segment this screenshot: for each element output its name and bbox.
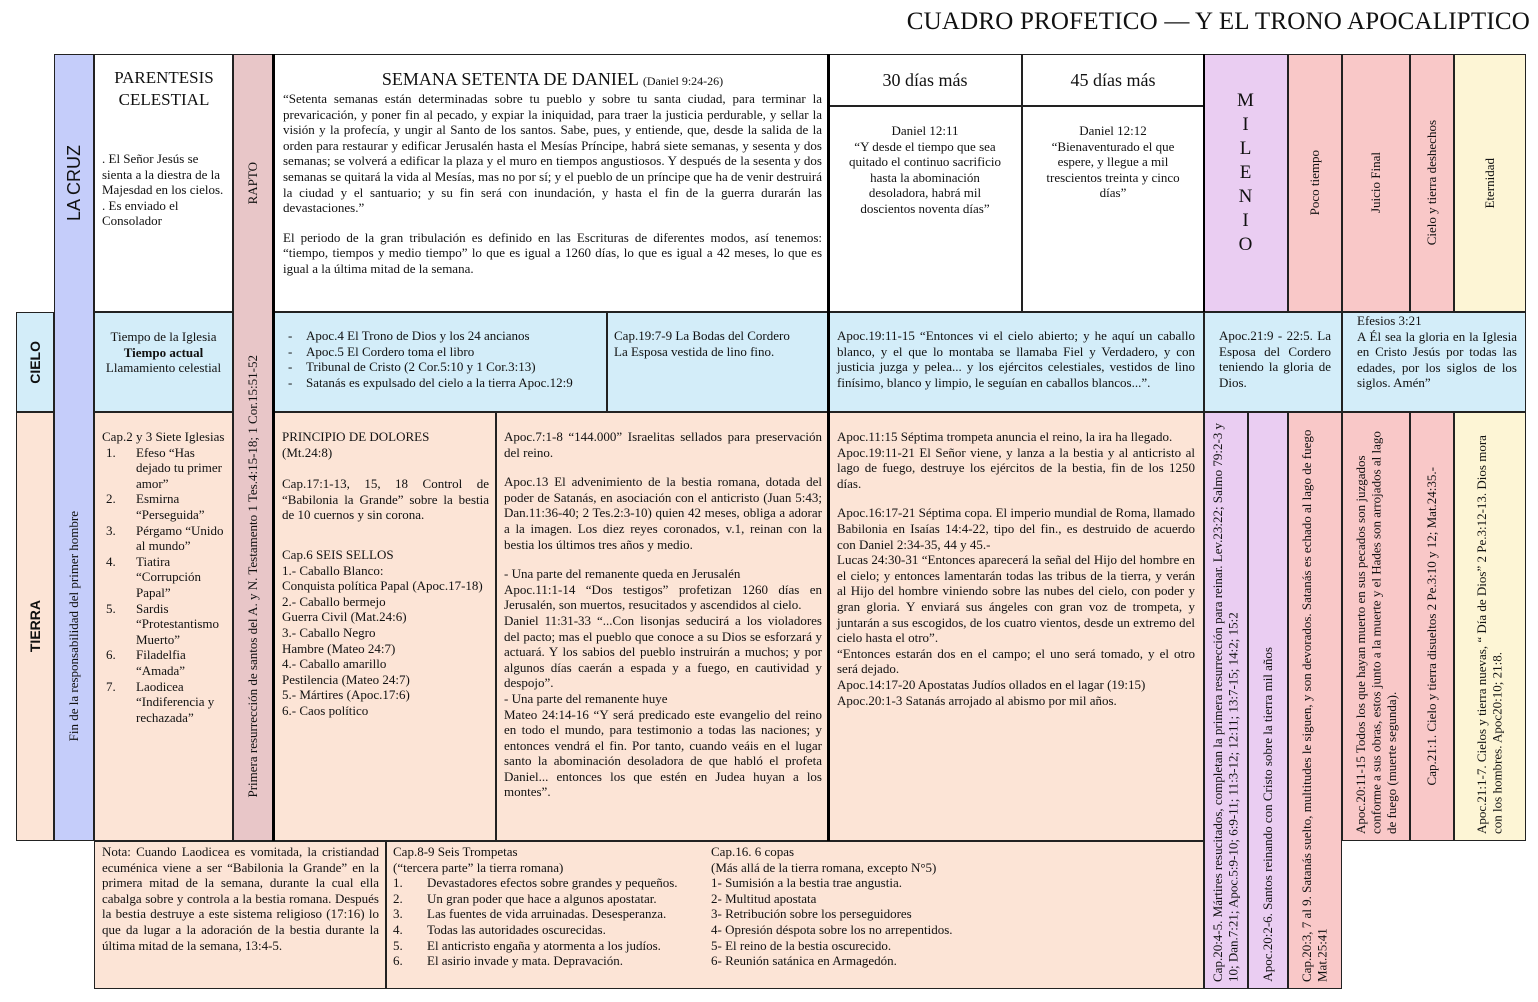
dias30-cell xyxy=(828,106,1022,312)
list-item: - Tribunal de Cristo (2 Cor.5:10 y 1 Cor.3:13) xyxy=(306,359,600,375)
item-text: Las fuentes de vida arruinadas. Desesperanza. xyxy=(427,906,667,922)
eternidad-text: Eternidad xyxy=(1482,157,1498,209)
copas-item: 2- Multitud apostata xyxy=(711,890,817,906)
tierra-label-text: TIERRA xyxy=(27,600,43,653)
divider-thick xyxy=(272,54,275,841)
milenio-cell xyxy=(1204,54,1288,312)
cielo-tierra-disueltos-cell xyxy=(1410,412,1454,841)
milenio-letter: L xyxy=(1239,138,1253,159)
item-number: 3. xyxy=(393,906,403,922)
nota-cell xyxy=(94,841,386,989)
trompetas-list xyxy=(393,875,703,969)
item-number: 6. xyxy=(393,953,403,969)
parentesis-title: PARENTESIS CELESTIAL xyxy=(114,68,214,109)
milenio-letter: O xyxy=(1238,234,1254,255)
sellos-line: Conquista política Papal (Apoc.17-18) xyxy=(282,578,483,594)
semana-quote: “Setenta semanas están determinadas sobre tu pueblo y sobre tu santa ciudad, para terminar la prevaricación, y poner fin al pecado, y expiar la iniquidad, para traer la justicia perdurable, y sellar la visión y la profecía, y ungir al Santo de los santos. Sabe, pues, y entiende, que, desde la salida de la orden para restaurar y edificar Jerusalén hasta el Mesías Príncipe, habrá siete semanas, y sesenta y dos semanas; se volverá a edificar la plaza y el muro en tiempos angustiosos. Y después de la sesenta y dos semanas se quitará la vida al Mesías, mas no por sí; y el pueblo de un príncipe que ha de venir destruirá la ciudad y el santuario; y su fin será con inundación, y hasta el fin de la guerra durarán las devastaciones.” xyxy=(283,91,822,216)
item-text: El asirio invade y mata. Depravación. xyxy=(427,953,624,969)
dolores-cap17: Cap.17:1-13, 15, 18 Control de “Babilonia la Grande” sobre la bestia de 10 cuernos y sin corona. xyxy=(282,476,489,523)
copas-sub: (Más allá de la tierra romana, excepto N°5) xyxy=(711,859,937,875)
copas-item: 6- Reunión satánica en Armagedón. xyxy=(711,953,897,969)
juicio-final-cell xyxy=(1342,54,1410,312)
dias45-title: 45 días más xyxy=(1070,69,1156,90)
martires-text: Cap.20:4-5. Mártires resucitados, completan la primera resurrección para reinar. Lev.23:22; Salmo 79:2-3 y 10; Dan.7:21; Apoc.5:9-10; 6:9-11; 11:3-12; 12:11; 13:7-15; 14:2; 15:2 xyxy=(1210,422,1241,982)
sellos-line: 6.- Caos político xyxy=(282,702,369,718)
apoc7-p5: Daniel 11:31-33 “...Con lisonjas seducirá a los violadores del pacto; mas el pueblo que conoce a su Dios se esforzará y actuará. Y los sabios del pueblo instruirán a muchos; y por algunos días caerán a espada y a fuego, en cautividad y despojo”. xyxy=(504,612,822,691)
list-item xyxy=(106,491,226,522)
apoc7-p1: Apoc.7:1-8 “144.000” Israelitas sellados para preservación del reino. xyxy=(504,429,822,460)
santos-text: Apoc.20:2-6. Santos reinando con Cristo sobre la tierra mil años xyxy=(1260,647,1276,982)
apoc7-p7: Mateo 24:14-16 “Y será predicado este evangelio del reino en todo el mundo, para testimonio a todas las naciones; y entonces vendrá el fin. Por tanto, cuando veáis en el lugar santo la abominación desoladora de que habló el profeta Daniel... entonces los que estén en Judea huyan a los montes”. xyxy=(504,706,822,800)
list-item xyxy=(106,523,226,554)
apoc11-p6: Apoc.14:17-20 Apostatas Judíos ollados en el lagar (19:15) xyxy=(837,676,1146,692)
iglesias-cell xyxy=(94,412,233,841)
eternidad-text-cell xyxy=(1454,412,1526,841)
juicio-text: Apoc.20:11-15 Todos los que hayan muerto en sus pecados son juzgados conforme a sus obras, estos junto a la muerte y el Hades son arrojados al lago de fuego (muerte segunda). xyxy=(1352,431,1399,834)
item-text: El anticristo engaña y atormenta a los judíos. xyxy=(427,937,661,953)
dias30-header xyxy=(828,54,1022,106)
eternidad-cell xyxy=(1454,54,1526,312)
apoc7-cell xyxy=(496,412,828,841)
list-item xyxy=(393,875,703,891)
apoc11-p7: Apoc.20:1-3 Satanás arrojado al abismo por mil años. xyxy=(837,692,1117,708)
divider-thick xyxy=(1203,54,1205,312)
cielo-tierra-cell xyxy=(1410,54,1454,312)
item-text: Filadelfia “Amada” xyxy=(136,647,186,678)
page-title: CUADRO PROFETICO — Y EL TRONO APOCALIPTICO xyxy=(906,8,1530,35)
apoc11-p3: Apoc.16:17-21 Séptima copa. El imperio mundial de Roma, llamado Babilonia en Isaías 14:4-22, tipo del fin., es destruido de acuerdo con Daniel 2:34-35, 44 y 45.- xyxy=(837,505,1195,552)
item-text: Laodicea “Indiferencia y rechazada” xyxy=(136,678,215,725)
item-number: 6. xyxy=(106,647,116,663)
dias30-ref: Daniel 12:11 xyxy=(891,123,959,138)
apoc7-p3: - Una parte del remanente queda en Jerusalén xyxy=(504,566,741,582)
poco-tiempo-cell xyxy=(1288,54,1342,312)
iglesia-line2: Tiempo actual xyxy=(123,344,204,360)
efesios-ref: Efesios 3:21 xyxy=(1357,313,1422,328)
iglesia-cell xyxy=(94,312,233,412)
list-item: - Apoc.5 El Cordero toma el libro xyxy=(306,344,600,360)
iglesias-list xyxy=(102,445,226,726)
parentesis-text2: . Es enviado el Consolador xyxy=(102,197,179,229)
item-number: 3. xyxy=(106,522,116,538)
list-item xyxy=(393,953,703,969)
list-item xyxy=(106,647,226,678)
la-cruz-label xyxy=(54,54,94,312)
trompetas-head: Cap.8-9 Seis Trompetas xyxy=(393,844,518,859)
efesios-cell xyxy=(1342,312,1526,412)
divider-thick xyxy=(827,54,830,841)
item-text: Devastadores efectos sobre grandes y pequeños. xyxy=(427,875,678,891)
la-cruz-text: LA CRUZ xyxy=(63,144,84,222)
milenio-letter: E xyxy=(1239,162,1253,183)
iglesia-line1: Tiempo de la Iglesia xyxy=(110,329,217,344)
sellos-line: 5.- Mártires (Apoc.17:6) xyxy=(282,687,410,703)
semana-header xyxy=(283,69,822,91)
apoc11-p4: Lucas 24:30-31 “Entonces aparecerá la señal del Hijo del hombre en el cielo; y entonces lamentarán todas las tribus de la tierra, y verán al Hijo del hombre viniendo sobre las nubes del cielo, con poder y gran gloria. Y enviará sus ángeles con gran voz de trompeta, y juntarán a sus escogidos, de los cuatro vientos, desde un extremo del cielo hasta el otro”. xyxy=(837,552,1195,646)
bodas-line2: La Esposa vestida de lino fino. xyxy=(614,343,775,359)
trompetas-sub: (“tercera parte” la tierra romana) xyxy=(393,859,564,875)
copas-item: 5- El reino de la bestia oscurecido. xyxy=(711,937,892,953)
sellos-line: 3.- Caballo Negro xyxy=(282,624,376,640)
list-item xyxy=(393,891,703,907)
primer-hombre-label xyxy=(54,412,94,841)
apoc4-cell xyxy=(273,312,607,412)
list-item xyxy=(106,445,226,492)
satanas-text: Cap.20:3, 7 al 9. Satanás suelto, multitudes le siguen, y son devorados. Satanás es echado al lago de fuego Mat.25:41 xyxy=(1299,429,1330,982)
item-text: Sardis “Protestantismo Muerto” xyxy=(136,600,220,647)
item-text: Tiatira “Corrupción Papal” xyxy=(136,553,201,600)
iglesias-head: Cap.2 y 3 Siete Iglesias xyxy=(102,429,225,444)
dias30-title: 30 días más xyxy=(882,69,968,90)
item-number: 1. xyxy=(393,875,403,891)
semana-period: El periodo de la gran tribulación es definido en las Escrituras de diferentes modos, así tenemos: “tiempo, tiempos y medio tiempo” lo que es igual a 1260 días, lo que es igual a 42 meses, lo que es igual a la última mitad de la semana. xyxy=(283,229,822,276)
rapto-text: RAPTO xyxy=(245,161,261,205)
list-item xyxy=(106,554,226,601)
list-item xyxy=(393,922,703,938)
dias45-cell xyxy=(1022,106,1204,312)
cielo-tierra-text: Cielo y tierra deshechos xyxy=(1424,120,1440,246)
apoc11-cell xyxy=(828,412,1204,841)
list-item: - Apoc.4 El Trono de Dios y los 24 ancianos xyxy=(306,328,600,344)
dolores-ref: (Mt.24:8) xyxy=(282,444,333,460)
copas-block xyxy=(711,844,1011,969)
item-number: 2. xyxy=(393,890,403,906)
milenio-letter: M xyxy=(1237,90,1255,111)
juicio-final-text: Juicio Final xyxy=(1368,152,1384,214)
item-number: 5. xyxy=(106,600,116,616)
bodas-cell xyxy=(607,312,828,412)
item-number: 7. xyxy=(106,678,116,694)
milenio-letters xyxy=(1205,89,1287,257)
item-text: Pérgamo “Unido al mundo” xyxy=(136,522,224,554)
parentesis-text1: . El Señor Jesús se sienta a la diestra de la Majesdad en los cielos. xyxy=(102,151,224,198)
semana-ref: (Daniel 9:24-26) xyxy=(642,74,724,88)
apoc19-text: Apoc.19:11-15 “Entonces vi el cielo abierto; y he aquí un caballo blanco, y el que lo montaba se llamaba Fiel y Verdadero, y con justicia juzga y pelea... y los ejércitos celestiales, vestidos de lino finísimo, blanco y limpio, le seguían en caballos blancos...”. xyxy=(837,328,1195,390)
trompetas-block xyxy=(393,844,703,969)
dolores-head: PRINCIPIO DE DOLORES xyxy=(282,429,430,444)
list-item xyxy=(393,906,703,922)
copas-item: 3- Retribución sobre los perseguidores xyxy=(711,906,912,922)
dolores-cell xyxy=(273,412,496,841)
item-number: 4. xyxy=(106,553,116,569)
item-text: Todas las autoridades oscurecidas. xyxy=(427,921,606,937)
primera-resurreccion-label xyxy=(233,312,273,841)
apoc11-p1: Apoc.11:15 Séptima trompeta anuncia el reino, la ira ha llegado. xyxy=(837,429,1173,444)
sellos-line: 4.- Caballo amarillo xyxy=(282,656,387,672)
copas-item: 1- Sumisión a la bestia trae angustia. xyxy=(711,875,902,891)
sellos-line: 1.- Caballo Blanco: xyxy=(282,562,384,578)
milenio-letter: N xyxy=(1238,186,1254,207)
item-number: 1. xyxy=(106,444,116,460)
cielo-tierra-disueltos-text: Cap.21:1. Cielo y tierra disueltos 2 Pe.3:10 y 12; Mat.24:35.- xyxy=(1424,467,1440,786)
apoc7-p4: Apoc.11:1-14 “Dos testigos” profetizan 1260 días en Jerusalén, son muertos, resucitados y ascendidos al cielo. xyxy=(504,581,822,613)
primera-resurreccion-text: Primera resurrección de santos del A. y N. Testamento 1 Tes.4:15-18; 1 Cor.15:51-52 xyxy=(245,355,261,798)
sellos-line: Hambre (Mateo 24:7) xyxy=(282,640,396,656)
apoc21-cell xyxy=(1204,312,1342,412)
efesios-text: A Él sea la gloria en la Iglesia en Cristo Jesús por todas las edades, por los siglos de los siglos. Amén” xyxy=(1357,328,1517,391)
primer-hombre-text: Fin de la responsabilidad del primer hombre xyxy=(66,511,82,742)
list-item: - Satanás es expulsado del cielo a la tierra Apoc.12:9 xyxy=(306,375,600,391)
dias45-ref: Daniel 12:12 xyxy=(1079,123,1147,138)
trompetas-copas-cell xyxy=(386,841,1204,989)
semana-cell xyxy=(273,54,828,312)
list-item xyxy=(393,938,703,954)
list-item xyxy=(106,601,226,648)
iglesia-line3: Llamamiento celestial xyxy=(105,360,222,376)
sellos-line: Guerra Civil (Mat.24:6) xyxy=(282,609,407,625)
item-number: 4. xyxy=(393,921,403,937)
apoc19-cell xyxy=(828,312,1204,412)
nota-text: Nota: Cuando Laodicea es vomitada, la cristiandad ecuménica viene a ser “Babilonia la Grande” en la primera mitad de la semana, durante la cual ella cabalga sobre y controla a la bestia romana. Después la bestia destruye a este sistema religioso (17:16) lo que da lugar a la adoración de la bestia durante la última mitad de la semana, 13:4-5. xyxy=(102,844,379,953)
item-text: Efeso “Has dejado tu primer amor” xyxy=(136,444,222,491)
item-text: Un gran poder que hace a algunos apostatar. xyxy=(427,890,657,906)
item-number: 5. xyxy=(393,937,403,953)
tierra-label xyxy=(16,412,54,841)
sellos-line: 2.- Caballo bermejo xyxy=(282,593,386,609)
list-item xyxy=(106,679,226,726)
satanas-cell xyxy=(1288,412,1342,989)
milenio-letter: I xyxy=(1242,210,1250,231)
sellos-line: Pestilencia (Mateo 24:7) xyxy=(282,671,410,687)
semana-title: SEMANA SETENTA DE DANIEL xyxy=(381,69,639,89)
santos-cell xyxy=(1248,412,1288,989)
cielo-label-text: CIELO xyxy=(27,340,43,384)
dias45-text: “Bienaventurado el que espere, y llegue a mil trescientos treinta y cinco días” xyxy=(1046,138,1180,201)
item-number: 2. xyxy=(106,491,116,507)
apoc7-p6: - Una parte del remanente huye xyxy=(504,690,668,706)
martires-cell xyxy=(1204,412,1248,989)
apoc7-p2: Apoc.13 El advenimiento de la bestia romana, dotada del poder de Satanás, en asociación con el anticristo (Juan 5:43; Dan.11:36-40; 2 Tes.2:3-10) quien 42 meses, obliga a adorar a la imagen. Los diez reyes coronados, v.1, reinan con la bestia los últimos tres años y medio. xyxy=(504,474,822,552)
juicio-cell xyxy=(1342,412,1410,841)
milenio-letter: I xyxy=(1242,114,1250,135)
apoc11-p2: Apoc.19:11-21 El Señor viene, y lanza a la bestia y al anticristo al lago de fuego, destruye los ejércitos de la bestia, fin de los 1250 días. xyxy=(837,444,1195,491)
rapto-label xyxy=(233,54,273,312)
sellos-head: Cap.6 SEIS SELLOS xyxy=(282,546,394,562)
apoc21-text: Apoc.21:9 - 22:5. La Esposa del Cordero teniendo la gloria de Dios. xyxy=(1219,328,1331,390)
cielo-label xyxy=(16,312,54,412)
eternidad-desc-text: Apoc.21:1-7. Cielos y tierra nuevas, “ Día de Dios” 2 Pe.3:12-13. Dios mora con los hombres. Apoc20:10; 21:8. xyxy=(1474,435,1505,834)
dias30-text: “Y desde el tiempo que sea quitado el continuo sacrificio hasta la abominación desoladora, habrá mil doscientos noventa días” xyxy=(849,138,1001,216)
copas-item: 4- Opresión déspota sobre los no arrepentidos. xyxy=(711,921,953,937)
copas-head: Cap.16. 6 copas xyxy=(711,844,795,859)
apoc4-list xyxy=(284,328,600,390)
parentesis-cell xyxy=(94,54,233,312)
bodas-line1: Cap.19:7-9 La Bodas del Cordero xyxy=(614,328,790,343)
poco-tiempo-text: Poco tiempo xyxy=(1307,150,1323,216)
dias45-header xyxy=(1022,54,1204,106)
apoc11-p5: “Entonces estarán dos en el campo; el uno será tomado, y el otro será dejado. xyxy=(837,645,1195,677)
item-text: Esmirna “Perseguida” xyxy=(136,491,205,522)
